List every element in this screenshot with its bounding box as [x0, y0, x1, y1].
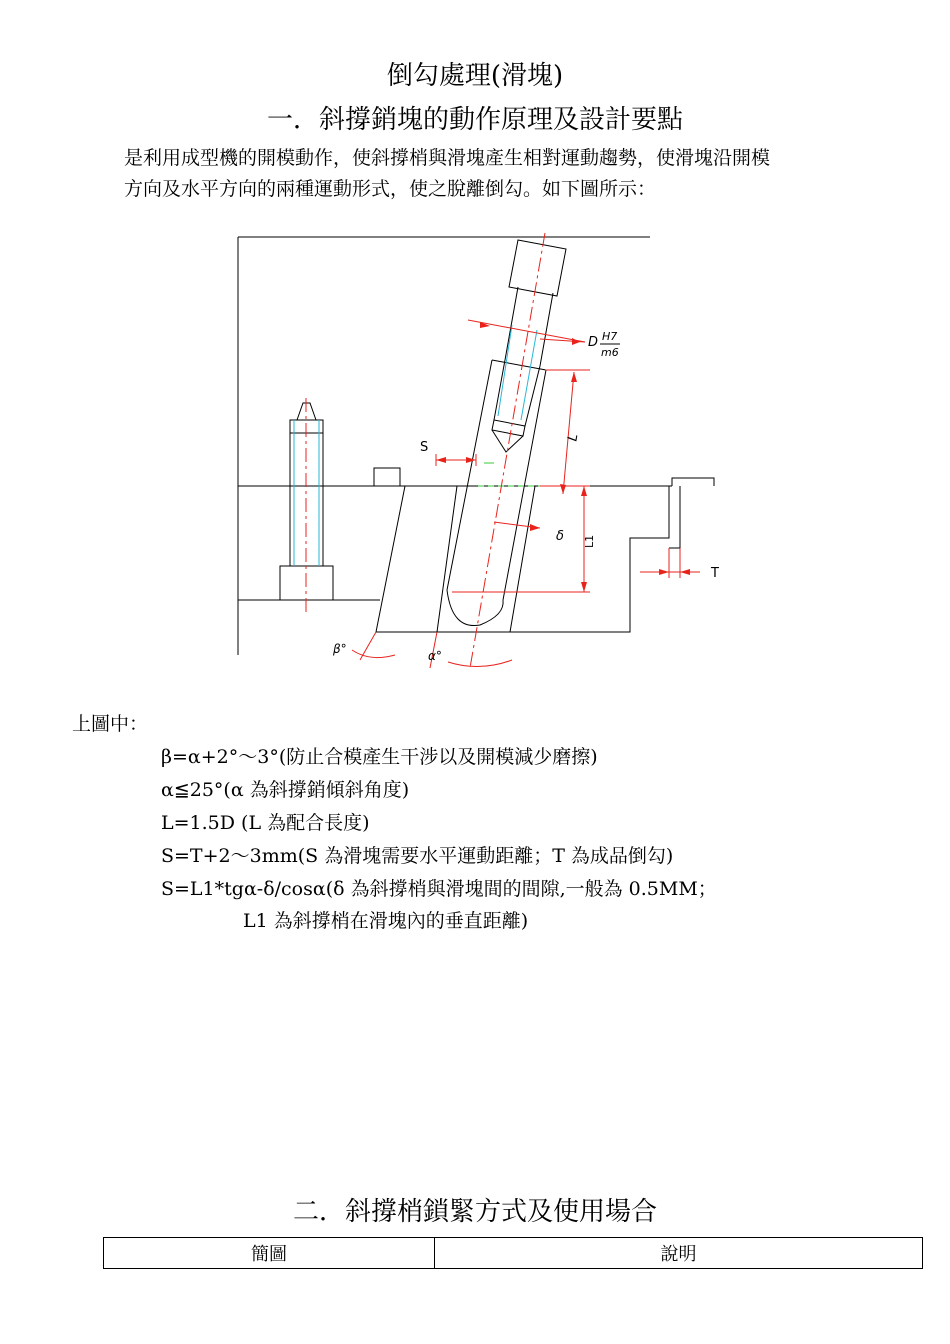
- angle-pin-slider-diagram: [230, 225, 730, 680]
- formula-S2: S=L1*tgα-δ/cosα(δ 為斜撐梢與滑塊間的間隙,一般為 0.5MM；: [161, 878, 717, 900]
- label-beta: β°: [333, 642, 347, 656]
- section1-title: 一．斜撐銷塊的動作原理及設計要點: [266, 105, 683, 135]
- formula-S1: S=T+2～3mm(S 為滑塊需要水平運動距離；T 為成品倒勾): [161, 845, 674, 867]
- intro-line-1: 是利用成型機的開模動作，使斜撐梢與滑塊產生相對運動趨勢，使滑塊沿開模: [124, 147, 771, 169]
- formula-S2-continued: L1 為斜撐梢在滑塊內的垂直距離): [243, 910, 529, 932]
- label-D: D: [588, 335, 599, 350]
- formula-beta: β=α+2°～3°(防止合模產生干涉以及開模減少磨擦): [161, 746, 598, 768]
- label-fit-top: H7: [602, 330, 618, 343]
- lock-method-table: [103, 1237, 923, 1269]
- label-L: L: [565, 432, 582, 443]
- label-L1: L1: [583, 534, 596, 548]
- table-header-row: [104, 1238, 923, 1269]
- intro-paragraph: [124, 143, 894, 205]
- section2-title: 二．斜撐梢鎖緊方式及使用場合: [292, 1197, 657, 1227]
- label-alpha: α°: [428, 649, 442, 663]
- figure-caption: 上圖中：: [72, 713, 149, 735]
- main-title: 倒勾處理(滑塊): [386, 61, 564, 91]
- label-fit-bottom: m6: [601, 346, 619, 359]
- label-delta: δ: [556, 529, 564, 544]
- table-header-diagram: 簡圖: [104, 1238, 435, 1269]
- formula-L: L=1.5D (L 為配合長度): [161, 812, 370, 834]
- intro-line-2: 方向及水平方向的兩種運動形式，使之脫離倒勾。如下圖所示：: [124, 178, 657, 200]
- table-header-description: 說明: [435, 1238, 923, 1269]
- label-T: T: [711, 566, 719, 581]
- label-S: S: [420, 440, 429, 455]
- formula-alpha: α≦25°(α 為斜撐銷傾斜角度): [161, 779, 410, 801]
